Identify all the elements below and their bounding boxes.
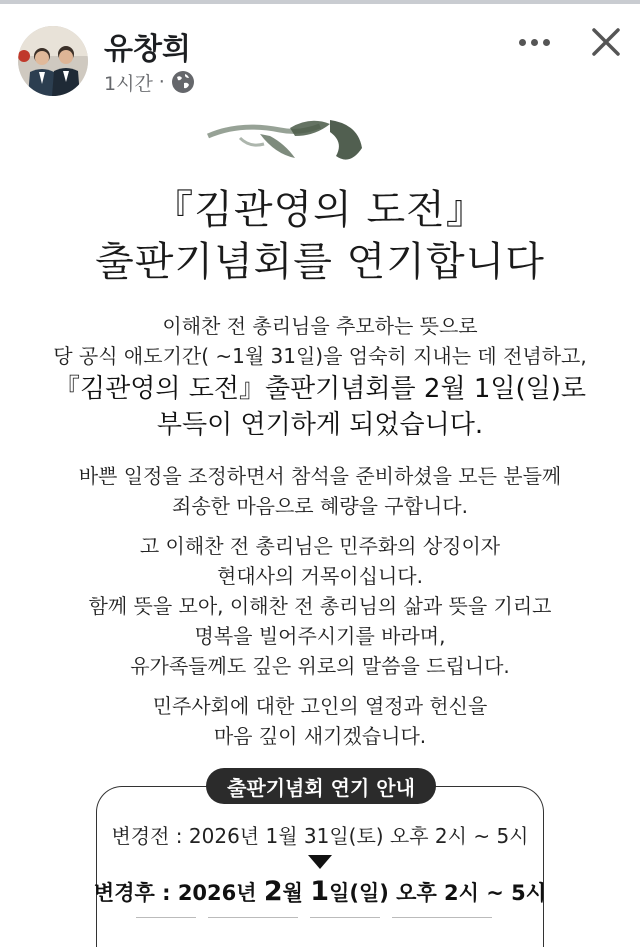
notice-title-line2: 출판기념회를 연기합니다 — [95, 239, 545, 285]
after-label: 변경후 : — [93, 881, 171, 905]
post-header — [0, 4, 640, 108]
paragraph-5-line1: 민주사회에 대한 고인의 열정과 헌신을 — [152, 694, 488, 718]
author-name[interactable]: 유창희 — [104, 32, 191, 67]
paragraph-4-line5: 유가족들께도 깊은 위로의 말씀을 드립니다. — [130, 654, 510, 678]
post-time[interactable]: 1시간 — [104, 72, 153, 95]
paragraph-2-line1: 『김관영의 도전』출판기념회를 2월 1일(일)로 — [53, 374, 587, 404]
triangle-down-icon — [306, 854, 334, 870]
meta-separator: · — [158, 71, 165, 93]
paragraph-2-line2: 부득이 연기하게 되었습니다. — [156, 410, 484, 440]
paragraph-4-line1: 고 이해찬 전 총리님은 민주화의 상징이자 — [139, 534, 501, 558]
close-icon[interactable] — [586, 22, 626, 62]
schedule-after — [0, 876, 640, 907]
more-options-button[interactable] — [512, 24, 556, 60]
avatar[interactable] — [18, 26, 88, 96]
schedule-box-label: 출판기념회 연기 안내 — [206, 768, 436, 804]
after-time: 오후 2시 ~ 5시 — [396, 881, 547, 905]
paragraph-4-line3: 함께 뜻을 모아, 이해찬 전 총리님의 삶과 뜻을 기리고 — [88, 594, 552, 618]
paragraph-4-line2: 현대사의 거목이십니다. — [217, 564, 423, 588]
paragraph-1-line2: 당 공식 애도기간( ~1월 31일)을 엄숙히 지내는 데 전념하고, — [53, 344, 587, 368]
ink-brush-ornament — [200, 114, 370, 174]
paragraph-3-line1: 바쁜 일정을 조정하면서 참석을 준비하셨을 모든 분들께 — [78, 464, 562, 488]
after-day: 1 — [310, 876, 330, 907]
paragraph-4-line4: 명복을 빌어주시기를 바라며, — [194, 624, 446, 648]
post-meta — [104, 68, 195, 96]
after-day-unit: 일(일) — [329, 881, 389, 905]
paragraph-1-line1: 이해찬 전 총리님을 추모하는 뜻으로 — [162, 314, 478, 338]
avatar-photo — [18, 26, 88, 96]
paragraph-3-line2: 죄송한 마음으로 혜량을 구합니다. — [172, 494, 468, 518]
globe-icon[interactable] — [171, 70, 195, 94]
dot — [519, 39, 526, 46]
before-value: 2026년 1월 31일(토) 오후 2시 ~ 5시 — [188, 824, 529, 848]
schedule-before — [0, 820, 640, 849]
notice-title-line1: 『김관영의 도전』 — [153, 187, 487, 233]
after-month: 2 — [263, 876, 283, 907]
before-label: 변경전 : — [111, 824, 183, 848]
paragraph-5-line2: 마음 깊이 새기겠습니다. — [213, 724, 427, 748]
after-year: 2026년 — [177, 881, 257, 905]
dot — [531, 39, 538, 46]
after-month-unit: 월 — [282, 881, 303, 905]
dot — [543, 39, 550, 46]
announcement-image — [0, 108, 640, 918]
cropped-next-line — [96, 908, 542, 918]
